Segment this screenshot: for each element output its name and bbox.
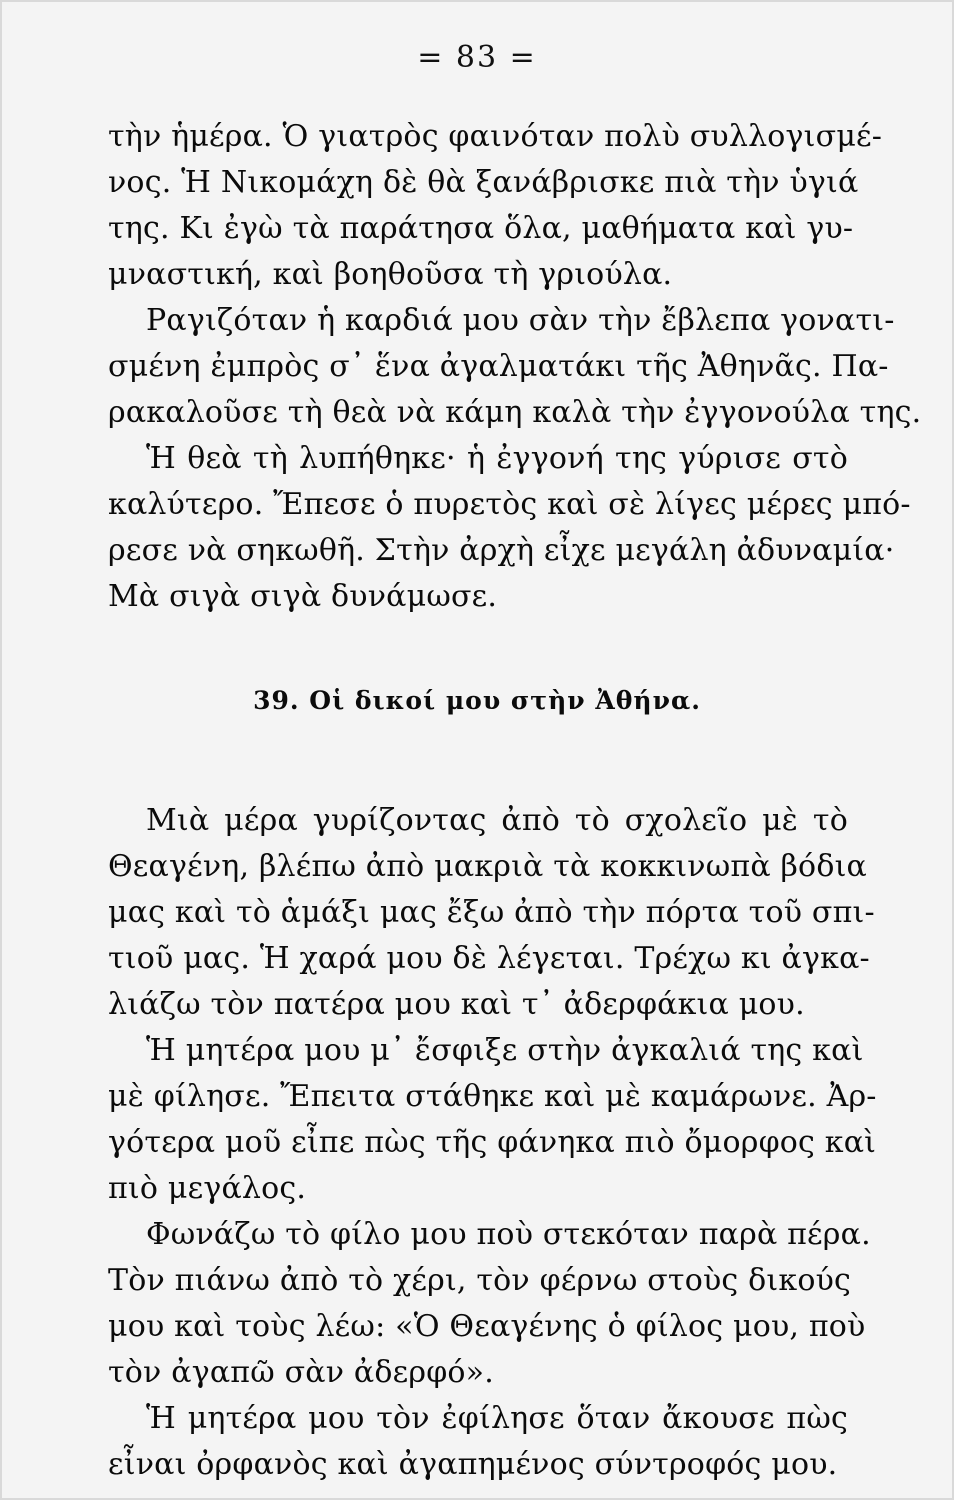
text-line-indent: Ἡ θεὰ τὴ λυπήθηκε· ἡ ἐγγονή της γύρισε στὸ <box>146 441 848 476</box>
text-line: Μὰ σιγὰ σιγὰ δυνάμωσε. <box>108 579 498 614</box>
text-line: σμένη ἐμπρὸς σ᾿ ἕνα ἀγαλματάκι τῆς Ἀθηνᾶς. Πα- <box>108 349 889 384</box>
text-line: λιάζω τὸν πατέρα μου καὶ τ᾿ ἀδερφάκια μου. <box>108 987 805 1022</box>
text-line: εἶναι ὀρφανὸς καὶ ἀγαπημένος σύντροφός μου. <box>108 1447 838 1482</box>
text-line-indent: Ἡ μητέρα μου μ᾿ ἔσφιξε στὴν ἀγκαλιά της καὶ <box>146 1033 864 1068</box>
text-line: μου καὶ τοὺς λέω: «Ὁ Θεαγένης ὁ φίλος μου, ποὺ <box>108 1309 866 1344</box>
text-line: μναστική, καὶ βοηθοῦσα τὴ γριούλα. <box>108 257 673 292</box>
text-line: μας καὶ τὸ ἁμάξι μας ἔξω ἀπὸ τὴν πόρτα τοῦ σπι- <box>108 895 875 930</box>
text-line: ρακαλοῦσε τὴ θεὰ νὰ κάμη καλὰ τὴν ἐγγονούλα της. <box>108 395 922 430</box>
text-line-indent: Μιὰ μέρα γυρίζοντας ἀπὸ τὸ σχολεῖο μὲ τὸ <box>146 803 848 838</box>
text-line: γότερα μοῦ εἶπε πὼς τῆς φάνηκα πιὸ ὄμορφος καὶ <box>108 1125 877 1160</box>
text-line: νος. Ἡ Νικομάχη δὲ θὰ ξανάβρισκε πιὰ τὴν ὑγιά <box>108 165 859 200</box>
text-line: τὸν ἀγαπῶ σὰν ἀδερφό». <box>108 1355 494 1390</box>
text-line-indent: Ραγιζόταν ἡ καρδιά μου σὰν τὴν ἔβλεπα γονατι- <box>146 303 895 338</box>
text-line: Θεαγένη, βλέπω ἀπὸ μακριὰ τὰ κοκκινωπὰ βόδια <box>108 849 868 884</box>
text-line: τιοῦ μας. Ἡ χαρά μου δὲ λέγεται. Τρέχω κι ἀγκα- <box>108 941 870 976</box>
text-line: μὲ φίλησε. Ἔπειτα στάθηκε καὶ μὲ καμάρωνε. Ἀρ- <box>108 1079 877 1114</box>
page-number: = 83 = <box>417 40 537 75</box>
chapter-heading: 39. Οἱ δικοί μου στὴν Ἀθήνα. <box>253 686 701 715</box>
text-line: Τὸν πιάνω ἀπὸ τὸ χέρι, τὸν φέρνω στοὺς δικούς <box>108 1263 852 1298</box>
text-block-top <box>108 114 922 620</box>
text-line: πιὸ μεγάλος. <box>108 1171 307 1206</box>
text-line: ρεσε νὰ σηκωθῆ. Στὴν ἀρχὴ εἶχε μεγάλη ἀδυναμία· <box>108 533 895 568</box>
text-line: της. Κι ἐγὼ τὰ παράτησα ὅλα, μαθήματα καὶ γυ- <box>108 211 854 246</box>
text-line-indent: Φωνάζω τὸ φίλο μου ποὺ στεκόταν παρὰ πέρα. <box>146 1217 871 1252</box>
text-block-bottom <box>108 798 877 1488</box>
text-line: τὴν ἡμέρα. Ὁ γιατρὸς φαινόταν πολὺ συλλογισμέ- <box>108 119 883 154</box>
text-line-indent: Ἡ μητέρα μου τὸν ἐφίλησε ὅταν ἄκουσε πὼς <box>146 1401 848 1436</box>
text-line: καλύτερο. Ἔπεσε ὁ πυρετὸς καὶ σὲ λίγες μέρες μπό- <box>108 487 911 522</box>
